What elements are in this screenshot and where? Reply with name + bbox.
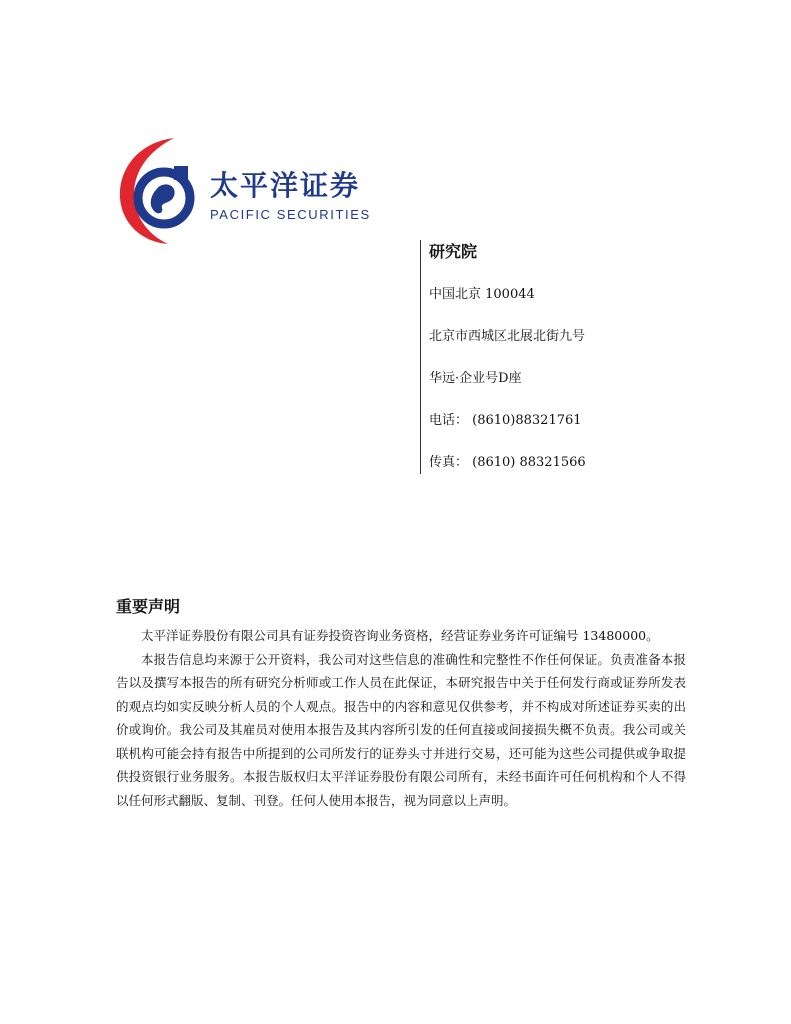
contact-fax: 传真： (8610) 88321566	[429, 455, 586, 470]
logo-english-name: PACIFIC SECURITIES	[210, 207, 371, 222]
statement-paragraph: 太平洋证券股份有限公司具有证券投资咨询业务资格，经营证券业务许可证编号 13480000。	[141, 628, 659, 643]
contact-address: 北京市西城区北展北街九号	[429, 329, 586, 344]
company-logo	[116, 136, 376, 246]
statement-title: 重要声明	[116, 597, 181, 616]
contact-phone: 电话： (8610)88321761	[429, 413, 582, 428]
contact-title: 研究院	[429, 242, 478, 261]
contact-building: 华远·企业号D座	[429, 371, 522, 386]
statement-paragraph: 本报告信息均来源于公开资料，我公司对这些信息的准确性和完整性不作任何保证。负责准备本报告以及撰写本报告的所有研究分析师或工作人员在此保证，本研究报告中关于任何发行商或证券所发表的观点均如实反映分析人员的个人观点。报告中的内容和意见仅供参考，并不构成对所述证券买卖的出价或询价。我公司及其雇员对使用本报告及其内容所引发的任何直接或间接损失概不负责。我公司或关联机构可能会持有报告中所提到的公司所发行的证券头寸并进行交易，还可能为这些公司提供或争取提供投资银行业务服务。本报告版权归太平洋证券股份有限公司所有，未经书面许可任何机构和个人不得以任何形式翻版、复制、刊登。任何人使用本报告，视为同意以上声明。	[116, 651, 686, 808]
logo-swirl	[151, 184, 175, 213]
logo-chinese-name: 太平洋证券	[210, 169, 361, 202]
contact-block	[420, 240, 586, 474]
logo-emblem	[116, 136, 206, 246]
contact-postcode: 中国北京 100044	[429, 287, 535, 302]
logo-accent	[174, 166, 188, 180]
important-statement	[116, 596, 686, 812]
